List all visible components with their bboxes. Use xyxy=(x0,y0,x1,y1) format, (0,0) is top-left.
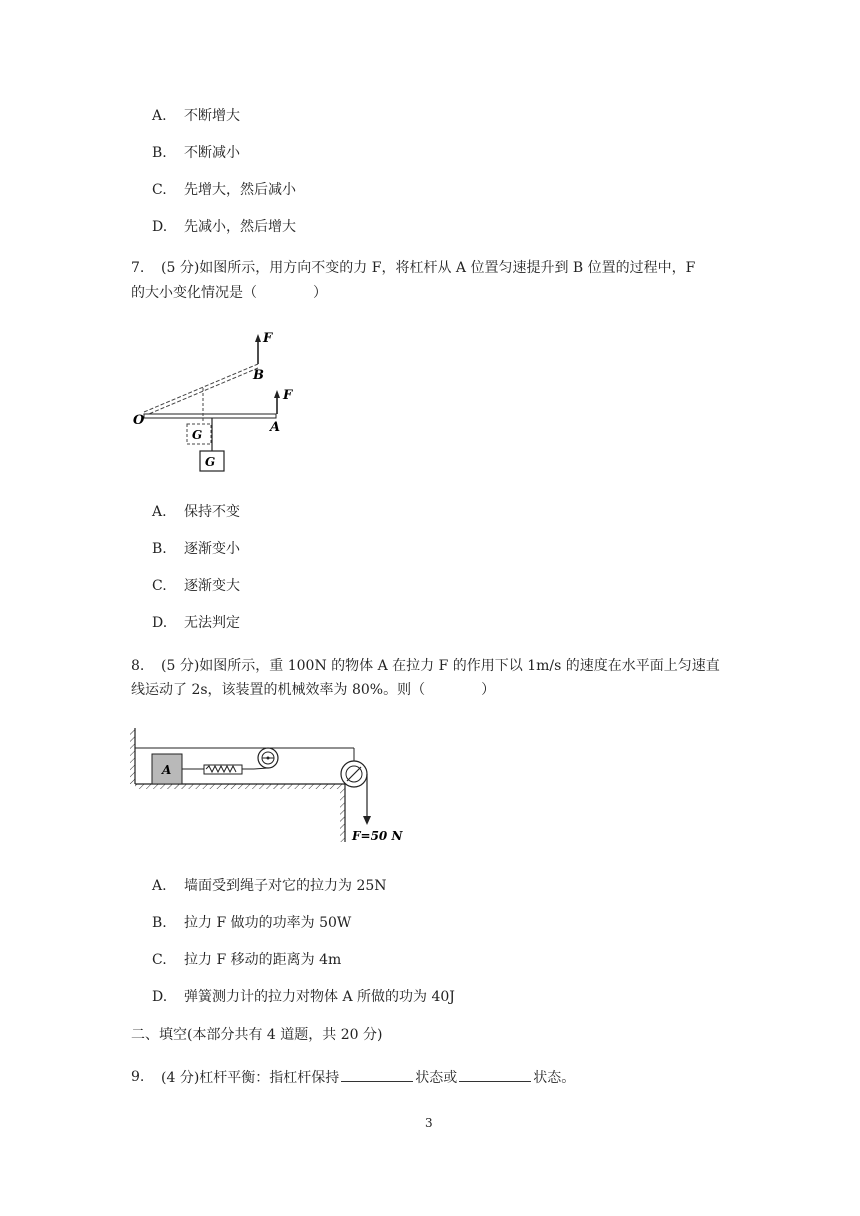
option-letter: B. xyxy=(152,541,167,557)
option-text: 逐渐变大 xyxy=(184,578,240,594)
q8-stem-line2 xyxy=(131,680,495,700)
q9-stem xyxy=(131,1067,576,1087)
option-text: 先增大，然后减小 xyxy=(184,182,296,198)
label-a: A xyxy=(270,420,281,435)
option-letter: C. xyxy=(152,578,167,594)
q8-option-c xyxy=(152,950,342,970)
q8-option-a xyxy=(152,876,387,896)
option-text: 不断增大 xyxy=(184,108,240,124)
section-title-text: 二、填空(本部分共有 4 道题，共 20 分) xyxy=(131,1027,383,1043)
question-number: 7. xyxy=(131,260,145,276)
question-text: (5 分)如图所示，用方向不变的力 F，将杠杆从 A 位置匀速提升到 B 位置的过程中，F xyxy=(161,260,696,276)
question-text: 状态。 xyxy=(533,1070,576,1086)
q7-option-c xyxy=(152,576,240,596)
q7-stem-line2 xyxy=(131,283,327,303)
q6-option-c xyxy=(152,180,296,200)
option-letter: A. xyxy=(152,108,167,124)
answer-blank-2[interactable] xyxy=(459,1067,531,1082)
label-g-dashed: G xyxy=(192,428,203,442)
q8-stem-line1 xyxy=(131,656,720,676)
answer-blank-1[interactable] xyxy=(341,1067,413,1082)
option-text: 弹簧测力计的拉力对物体 A 所做的功为 40J xyxy=(184,989,455,1005)
q6-option-b xyxy=(152,143,240,163)
option-text: 无法判定 xyxy=(184,615,240,631)
section-title xyxy=(131,1025,382,1045)
option-letter: C. xyxy=(152,952,167,968)
q9-body xyxy=(161,1067,575,1088)
option-letter: A. xyxy=(152,878,167,894)
option-letter: D. xyxy=(152,615,168,631)
option-letter: D. xyxy=(152,989,168,1005)
q7-option-a xyxy=(152,502,240,522)
option-text: 墙面受到绳子对它的拉力为 25N xyxy=(184,878,387,894)
page-number xyxy=(425,1113,433,1133)
label-o: O xyxy=(133,413,145,428)
q7-lever-figure xyxy=(128,326,308,476)
option-letter: A. xyxy=(152,504,167,520)
label-g-solid: G xyxy=(205,455,216,469)
question-number: 8. xyxy=(131,658,145,674)
option-letter: C. xyxy=(152,182,167,198)
option-letter: B. xyxy=(152,145,167,161)
q7-option-d xyxy=(152,613,240,633)
q8-option-b xyxy=(152,913,352,933)
q8-pulley-figure xyxy=(128,722,408,848)
option-letter: D. xyxy=(152,219,168,235)
label-f-top: F xyxy=(263,331,273,346)
q6-option-d xyxy=(152,217,296,237)
question-text: (4 分)杠杆平衡：指杠杆保持 xyxy=(161,1070,340,1086)
option-letter: B. xyxy=(152,915,167,931)
option-text: 先减小，然后增大 xyxy=(184,219,296,235)
label-b: B xyxy=(253,368,264,383)
question-text: (5 分)如图所示，重 100N 的物体 A 在拉力 F 的作用下以 1m/s 的速度在水平面上匀速直 xyxy=(161,658,720,674)
option-text: 保持不变 xyxy=(184,504,240,520)
question-number: 9. xyxy=(131,1069,145,1085)
question-text: 的大小变化情况是（ ） xyxy=(131,285,327,301)
page-number-text: 3 xyxy=(425,1116,433,1130)
question-text: 状态或 xyxy=(415,1070,458,1086)
option-text: 拉力 F 移动的距离为 4m xyxy=(184,952,342,968)
label-force: F=50 N xyxy=(352,829,403,843)
q7-option-b xyxy=(152,539,240,559)
option-text: 拉力 F 做功的功率为 50W xyxy=(184,915,352,931)
q7-stem-line1 xyxy=(131,258,696,278)
option-text: 逐渐变小 xyxy=(184,541,240,557)
label-block-a: A xyxy=(162,763,172,777)
label-f-right: F xyxy=(283,388,293,403)
q6-option-a xyxy=(152,106,240,126)
question-text: 线运动了 2s，该装置的机械效率为 80%。则（ ） xyxy=(131,682,496,698)
option-text: 不断减小 xyxy=(184,145,240,161)
q8-option-d xyxy=(152,987,455,1007)
